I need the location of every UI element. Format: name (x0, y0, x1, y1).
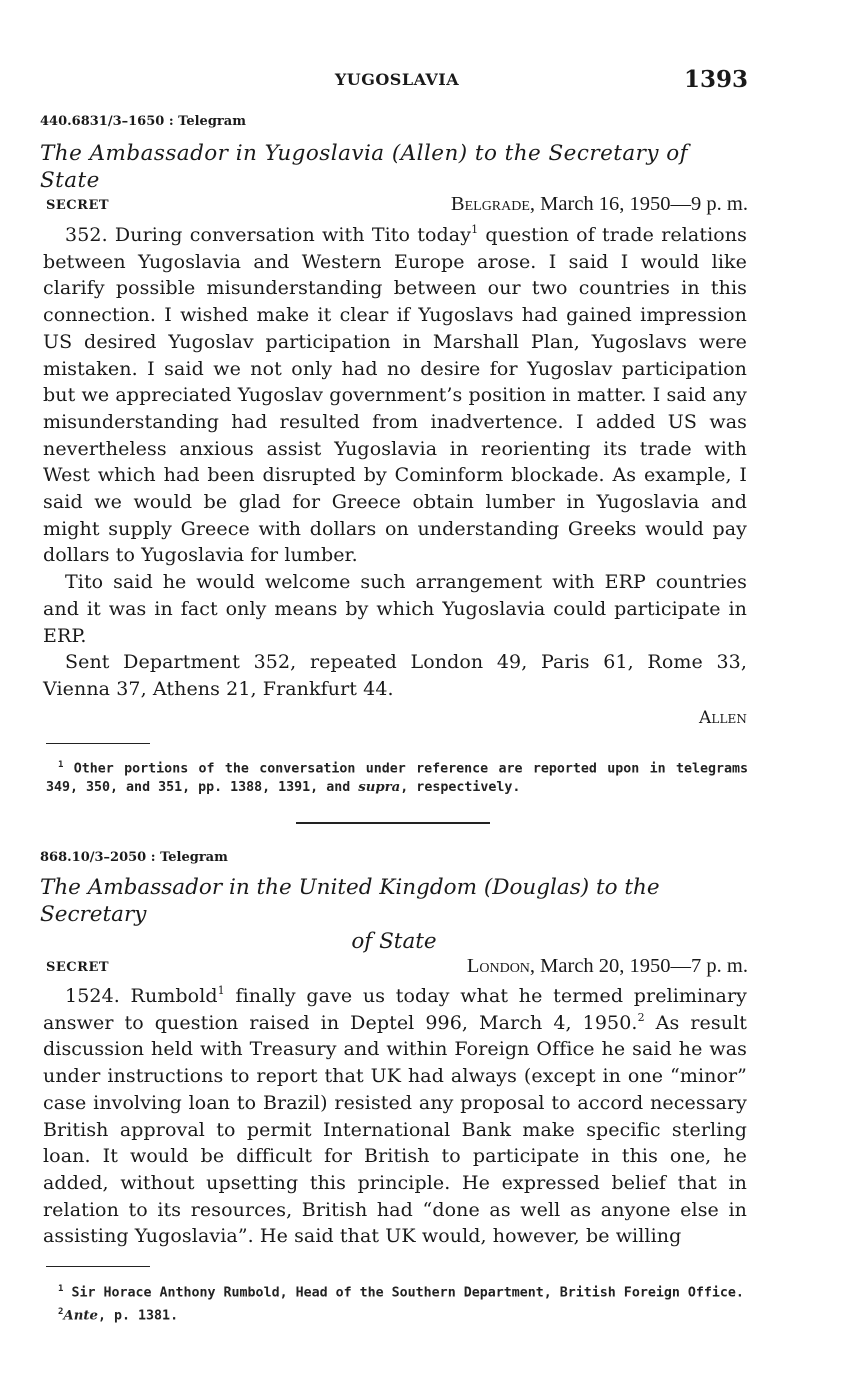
telegram-body (43, 983, 747, 1250)
paragraph-text: As result discussion held with Treasury and within Foreign Office he said he was under instructions to report that UK had always (except in one “minor” case involving loan to Brazil) resisted any proposal to accord necessary British approval to permit International Bank make specific sterling loan. It would be difficult for British to participate in this one, he added, without upsetting this principle. He expressed belief that in relation to its resources, British had “done as well as anyone else in assisting Yugoslavia”. He said that UK would, however, be willing (43, 1011, 747, 1248)
footnote-text: , p. 1381. (98, 1308, 179, 1324)
running-head-title: YUGOSLAVIA (334, 70, 460, 89)
document-heading: The Ambassador in Yugoslavia (Allen) to the Secretary of State (40, 141, 689, 193)
footnote (46, 1303, 748, 1326)
footnotes (46, 1280, 748, 1326)
paragraph-text: finally gave us today what he termed preliminary answer to question raised in Deptel 996, March 4, 1950. (43, 985, 747, 1034)
page-number: 1393 (683, 66, 748, 93)
footnote-ref: 2 (637, 1010, 645, 1024)
footnote-italic: supra (358, 779, 401, 795)
body-paragraph (43, 222, 747, 569)
document-heading (40, 874, 748, 955)
footnote-italic: Ante (63, 1308, 99, 1324)
body-paragraph: Tito said he would welcome such arrangement with ERP countries and it was in fact only means by which Yugoslavia could participate in ERP. (43, 571, 747, 647)
signature (43, 705, 747, 732)
running-head (46, 66, 748, 96)
signature-name: Allen (699, 707, 747, 728)
classification-label: SECRET (46, 198, 110, 213)
place-date (451, 193, 748, 216)
footnote-ref: 1 (217, 984, 225, 997)
place-name: Belgrade, (450, 193, 536, 215)
heading-line: The Ambassador in the United Kingdom (Douglas) to the Secretary (40, 875, 660, 927)
dateline (46, 190, 748, 216)
footnote-number: 2 (58, 1306, 64, 1317)
place-date (467, 955, 748, 978)
section-separator (296, 822, 490, 824)
file-number: 440.6831/3–1650 : Telegram (40, 114, 246, 129)
place-name: London, (466, 955, 536, 977)
footnote-number: 1 (58, 1284, 64, 1294)
body-paragraph: Sent Department 352, repeated London 49, Paris 61, Rome 33, Vienna 37, Athens 21, Frankfurt 44. (43, 651, 747, 700)
footnote-rule (46, 743, 150, 744)
dateline (46, 952, 748, 978)
footnote-number: 1 (58, 760, 64, 770)
file-number: 868.10/3–2050 : Telegram (40, 850, 228, 865)
footnote (46, 1280, 748, 1303)
paragraph-text: 1524. Rumbold (65, 985, 218, 1007)
footnote-text: Other portions of the conversation under reference are reported upon in telegrams 349, 350, and 351, pp. 1388, 1391, and (46, 761, 748, 795)
footnote-rule (46, 1266, 150, 1267)
telegram-body (43, 222, 747, 731)
footnote-text: , respectively. (400, 779, 521, 795)
footnote-text: Sir Horace Anthony Rumbold, Head of the Southern Department, British Foreign Office. (71, 1285, 744, 1301)
classification-label: SECRET (46, 960, 110, 975)
date-time: March 20, 1950—7 p. m. (535, 955, 748, 977)
heading-line: of State (351, 929, 437, 954)
footnote (46, 756, 748, 797)
footnote-ref: 1 (471, 223, 479, 236)
paragraph-text: 352. During conversation with Tito today (65, 224, 472, 246)
paragraph-text: question of trade relations between Yugoslavia and Western Europe arose. I said I would like clarify possible misunderstanding between our two countries in this connection. I wished make it clear if Yugoslavs had gained impression US desired Yugoslav participation in Marshall Plan, Yugoslavs were mistaken. I said we not only had no desire for Yugoslav participation but we appreciated Yugoslav government’s position in matter. I said any misunderstanding had resulted from inadvertence. I added US was nevertheless anxious assist Yugoslavia in reorienting its trade with West which had been disrupted by Cominform blockade. As example, I said we would be glad for Greece obtain lumber in Yugoslavia and might supply Greece with dollars on understanding Greeks would pay dollars to Yugoslavia for lumber. (43, 224, 747, 567)
date-time: March 16, 1950—9 p. m. (535, 193, 748, 215)
body-paragraph (43, 983, 747, 1250)
